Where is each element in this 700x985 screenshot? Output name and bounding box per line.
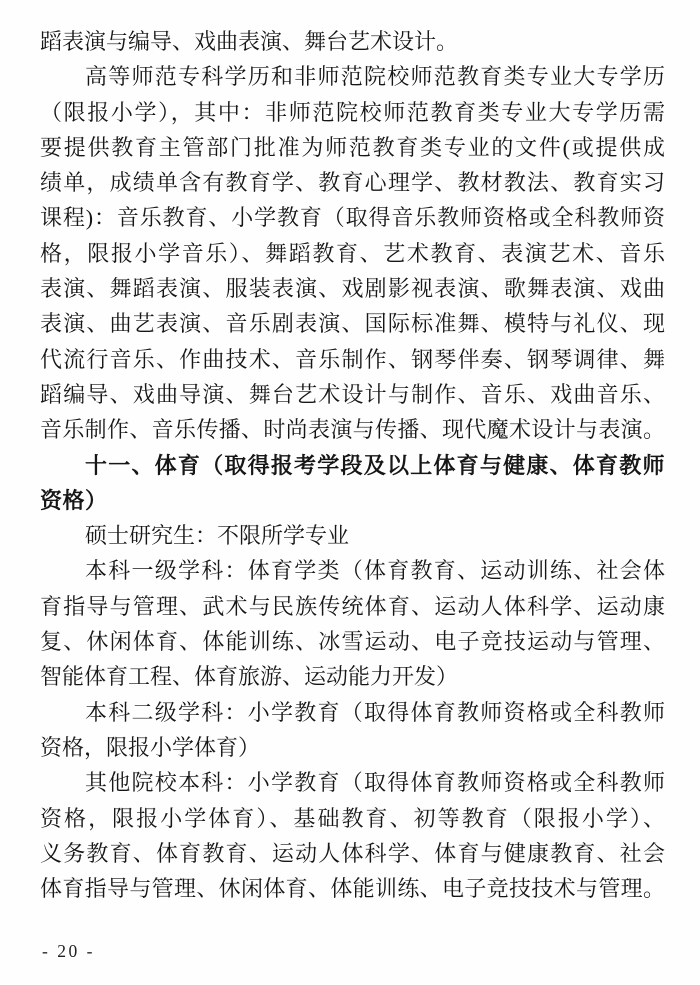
section-11-heading-line-2: 资格） — [40, 487, 108, 513]
page-number: - 20 - — [42, 941, 95, 961]
body-line-05: 绩单，成绩单含有教育学、教育心理学、教材教法、教育实习 — [40, 170, 665, 196]
body-line-16: 本科一级学科：体育学类（体育教育、运动训练、社会体 — [85, 558, 665, 584]
section-11-heading-line-1: 十一、体育（取得报考学段及以上体育与健康、体育教师 — [85, 452, 665, 478]
body-line-17: 育指导与管理、武术与民族传统体育、运动人体科学、运动康 — [40, 593, 665, 619]
body-line-15: 硕士研究生：不限所学专业 — [85, 523, 350, 549]
body-line-18: 复、休闲体育、体能训练、冰雪运动、电子竞技运动与管理、 — [40, 629, 665, 655]
body-line-07: 格，限报小学音乐）、舞蹈教育、艺术教育、表演艺术、音乐 — [40, 240, 665, 266]
body-line-20: 本科二级学科：小学教育（取得体育教师资格或全科教师 — [85, 699, 665, 725]
body-line-09: 表演、曲艺表演、音乐剧表演、国际标准舞、模特与礼仪、现 — [40, 311, 665, 337]
body-line-22: 其他院校本科：小学教育（取得体育教师资格或全科教师 — [85, 770, 665, 796]
body-line-03: （限报小学），其中：非师范院校师范教育类专业大专学历需 — [40, 99, 665, 125]
body-line-04: 要提供教育主管部门批准为师范教育类专业的文件(或提供成 — [40, 134, 665, 160]
body-line-21: 资格，限报小学体育） — [40, 734, 261, 760]
body-line-06: 课程)：音乐教育、小学教育（取得音乐教师资格或全科教师资 — [40, 205, 665, 231]
body-line-25: 体育指导与管理、休闲体育、体能训练、电子竞技技术与管理。 — [40, 876, 665, 902]
body-line-08: 表演、舞蹈表演、服装表演、戏剧影视表演、歌舞表演、戏曲 — [40, 276, 665, 302]
body-line-24: 义务教育、体育教育、运动人体科学、体育与健康教育、社会 — [40, 840, 665, 866]
body-line-12: 音乐制作、音乐传播、时尚表演与传播、现代魔术设计与表演。 — [40, 417, 665, 443]
body-line-19: 智能体育工程、体育旅游、运动能力开发） — [40, 664, 459, 690]
body-line-11: 蹈编导、戏曲导演、舞台艺术设计与制作、音乐、戏曲音乐、 — [40, 381, 665, 407]
body-line-10: 代流行音乐、作曲技术、音乐制作、钢琴伴奏、钢琴调律、舞 — [40, 346, 665, 372]
body-line-01: 蹈表演与编导、戏曲表演、舞台艺术设计。 — [40, 29, 459, 54]
body-line-02: 高等师范专科学历和非师范院校师范教育类专业大专学历 — [85, 64, 665, 90]
document-body — [40, 24, 665, 906]
body-line-23: 资格，限报小学体育）、基础教育、初等教育（限报小学）、 — [40, 805, 665, 831]
